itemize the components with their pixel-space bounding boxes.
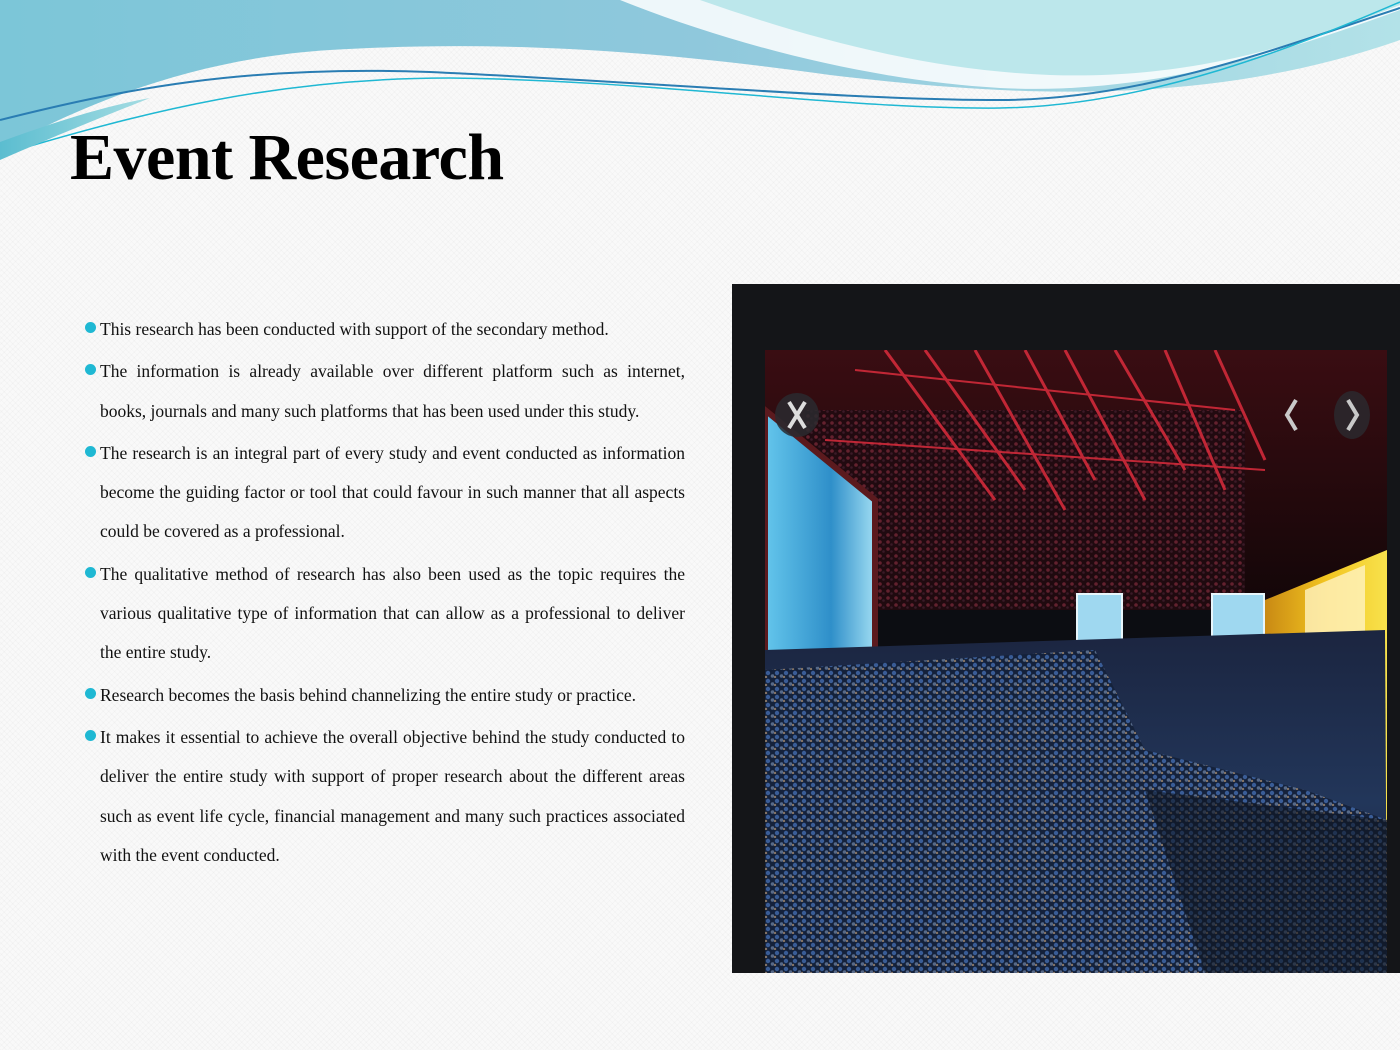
bullet-dot-icon xyxy=(85,446,96,457)
bullet-text: The qualitative method of research has also been used as the topic requires the various qualitative type of information that can allow as a professional to deliver the entire study. xyxy=(100,563,685,663)
bullet-text: The information is already available over different platform such as internet, books, journals and many such platforms that has been used under this study. xyxy=(100,361,685,421)
bullet-text: Research becomes the basis behind channelizing the entire study or practice. xyxy=(100,684,636,705)
bullet-dot-icon xyxy=(85,567,96,578)
close-icon xyxy=(775,393,819,437)
bullet-text: This research has been conducted with support of the secondary method. xyxy=(100,319,609,339)
bullet-item xyxy=(84,555,685,673)
bullet-item xyxy=(84,310,685,349)
bullet-dot-icon xyxy=(85,322,96,333)
event-hall-photo xyxy=(765,350,1387,973)
chevron-right-icon xyxy=(1334,391,1370,439)
bullet-item xyxy=(84,718,685,875)
bullet-dot-icon xyxy=(85,364,96,375)
bullet-item xyxy=(84,434,685,552)
bullet-text: It makes it essential to achieve the overall objective behind the study conducted to deliver the entire study with support of proper research about the different areas such as event life cycle, financial management and many such practices associated with the event conducted. xyxy=(100,726,685,865)
bullet-text: The research is an integral part of every study and event conducted as information become the guiding factor or tool that could favour in such manner that all aspects could be covered as a professional. xyxy=(100,442,685,542)
bullet-item xyxy=(84,676,685,715)
slide-title: Event Research xyxy=(70,121,504,194)
bullet-dot-icon xyxy=(85,688,96,699)
bullet-item xyxy=(84,352,685,431)
bullet-list xyxy=(84,310,685,878)
bullet-dot-icon xyxy=(85,730,96,741)
